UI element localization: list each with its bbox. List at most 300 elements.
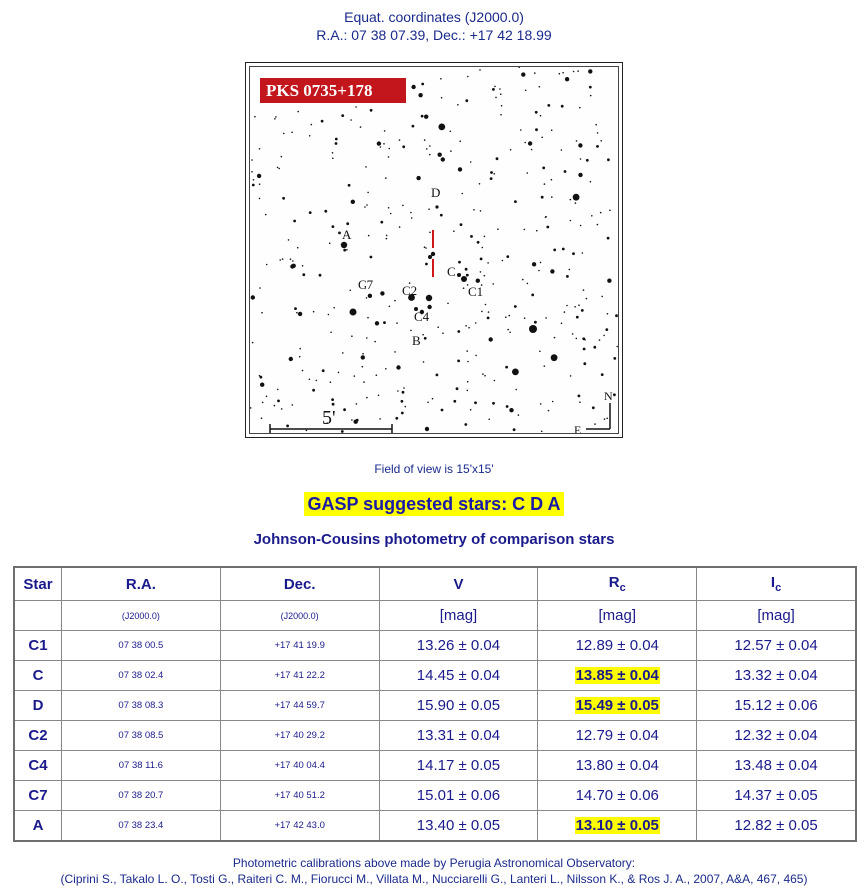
star-dot bbox=[428, 208, 430, 210]
star-dot bbox=[605, 328, 608, 331]
v-mag-cell: 15.01 ± 0.06 bbox=[379, 781, 538, 811]
v-mag-cell: 13.40 ± 0.05 bbox=[379, 811, 538, 842]
star-dot bbox=[513, 428, 516, 431]
star-dot bbox=[394, 351, 396, 353]
star-dot bbox=[539, 86, 541, 88]
star-dot bbox=[534, 72, 536, 74]
star-dot bbox=[412, 125, 415, 128]
star-dot bbox=[599, 339, 601, 341]
star-dot bbox=[424, 115, 428, 119]
star-dot bbox=[550, 269, 554, 273]
star-dot bbox=[607, 158, 610, 161]
star-dot bbox=[593, 346, 596, 349]
star-dot bbox=[438, 124, 445, 131]
star-dot bbox=[551, 179, 553, 181]
star-dot bbox=[506, 255, 509, 258]
star-dot bbox=[524, 229, 526, 231]
v-mag-cell: 13.26 ± 0.04 bbox=[379, 631, 538, 661]
star-dot bbox=[595, 124, 597, 126]
star-dot bbox=[274, 118, 276, 120]
star-dot bbox=[586, 298, 588, 300]
star-dot bbox=[570, 220, 572, 222]
star-dot bbox=[329, 242, 331, 244]
star-dot bbox=[274, 405, 276, 407]
star-dot bbox=[309, 379, 311, 381]
star-dot bbox=[296, 312, 298, 314]
star-dot bbox=[312, 389, 315, 392]
star-dot bbox=[579, 107, 581, 109]
star-dot bbox=[572, 252, 575, 255]
star-dot bbox=[275, 116, 277, 118]
star-dot bbox=[579, 401, 581, 403]
star-dot bbox=[292, 260, 294, 262]
star-dot bbox=[609, 210, 611, 212]
star-dot bbox=[521, 72, 525, 76]
star-dot bbox=[402, 145, 405, 148]
star-dot bbox=[342, 352, 344, 354]
star-dot bbox=[554, 337, 556, 339]
star-dot bbox=[424, 139, 426, 141]
east-label: E bbox=[574, 423, 582, 433]
star-dot bbox=[350, 309, 357, 316]
r-mag-cell: 12.79 ± 0.04 bbox=[538, 721, 697, 751]
star-dot bbox=[487, 262, 489, 264]
star-dot bbox=[332, 225, 335, 228]
star-dot bbox=[467, 361, 469, 363]
star-dot bbox=[574, 306, 576, 308]
unit-dec: (J2000.0) bbox=[220, 601, 379, 631]
star-dot bbox=[466, 274, 469, 277]
star-dot bbox=[251, 171, 253, 173]
star-dot bbox=[544, 183, 546, 185]
star-dot bbox=[396, 322, 398, 324]
star-dot bbox=[527, 172, 529, 174]
star-dot bbox=[562, 248, 565, 251]
star-dot bbox=[541, 196, 544, 199]
table-row bbox=[14, 721, 856, 751]
star-dot bbox=[545, 216, 547, 218]
star-dot bbox=[535, 128, 538, 131]
star-dot bbox=[509, 315, 511, 317]
star-dot bbox=[362, 366, 364, 368]
star-dot bbox=[441, 97, 443, 99]
star-dot bbox=[540, 115, 542, 117]
col-i-label: I bbox=[770, 574, 776, 591]
star-dot bbox=[578, 173, 582, 177]
star-dot bbox=[480, 210, 482, 212]
star-dot bbox=[425, 247, 427, 249]
star-dot bbox=[531, 149, 533, 151]
star-dot bbox=[589, 86, 592, 89]
star-dot bbox=[386, 235, 388, 237]
star-dot bbox=[422, 334, 424, 336]
unit-r: [mag] bbox=[538, 601, 697, 631]
star-dot bbox=[377, 141, 381, 145]
dec-cell: +17 44 59.7 bbox=[220, 691, 379, 721]
label-c1: C1 bbox=[468, 284, 484, 299]
star-dot bbox=[462, 193, 464, 195]
star-dot bbox=[388, 156, 390, 158]
star-dot bbox=[570, 199, 572, 201]
star-dot bbox=[492, 402, 495, 405]
star-dot bbox=[564, 311, 566, 313]
star-dot bbox=[341, 430, 344, 433]
star-dot bbox=[489, 337, 493, 341]
star-dot bbox=[457, 104, 459, 106]
star-dot bbox=[482, 247, 484, 249]
star-dot bbox=[279, 259, 281, 261]
star-dot bbox=[441, 409, 444, 412]
star-dot bbox=[460, 223, 463, 226]
star-dot bbox=[496, 157, 499, 160]
col-ra: R.A. bbox=[61, 567, 220, 601]
col-i-subscript: c bbox=[775, 582, 782, 594]
dec-cell: +17 40 04.4 bbox=[220, 751, 379, 781]
star-dot bbox=[282, 197, 285, 200]
star-dot bbox=[447, 303, 449, 305]
star-dot bbox=[512, 369, 519, 376]
star-dot bbox=[515, 389, 517, 391]
star-dot bbox=[578, 395, 581, 398]
i-mag-cell: 13.48 ± 0.04 bbox=[697, 751, 856, 781]
star-dot bbox=[458, 261, 461, 264]
star-dot bbox=[564, 170, 567, 173]
star-dot bbox=[470, 161, 472, 163]
star-dot bbox=[290, 258, 292, 260]
label-c4: C4 bbox=[414, 309, 430, 324]
star-dot bbox=[335, 138, 338, 141]
footer-citation: (Ciprini S., Takalo L. O., Tosti G., Raiteri C. M., Fiorucci M., Villata M., Nucciarelli G., Lanteri L., Nilsson K., & Ros J. A., 2007, A&A, 467, 465) bbox=[60, 872, 808, 886]
col-v: V bbox=[379, 567, 538, 601]
star-dot bbox=[403, 387, 405, 389]
star-dot bbox=[467, 381, 469, 383]
ra-cell: 07 38 11.6 bbox=[61, 751, 220, 781]
v-mag-cell: 13.31 ± 0.04 bbox=[379, 721, 538, 751]
finder-chart bbox=[245, 62, 623, 438]
ra-cell: 07 38 00.5 bbox=[61, 631, 220, 661]
star-dot bbox=[290, 264, 294, 268]
r-mag-cell bbox=[538, 691, 697, 721]
star-dot bbox=[390, 213, 392, 215]
star-dot bbox=[431, 252, 435, 256]
star-dot bbox=[603, 335, 605, 337]
star-dot bbox=[421, 115, 424, 118]
star-dot bbox=[607, 237, 610, 240]
star-dot bbox=[573, 71, 575, 73]
star-dot bbox=[330, 332, 332, 334]
star-dot bbox=[429, 232, 431, 234]
star-dot bbox=[368, 235, 370, 237]
star-dot bbox=[534, 321, 537, 324]
star-dot bbox=[366, 204, 368, 206]
star-dot bbox=[266, 264, 268, 266]
star-dot bbox=[607, 279, 611, 283]
i-mag-cell: 12.82 ± 0.05 bbox=[697, 811, 856, 842]
table-row bbox=[14, 751, 856, 781]
star-dot bbox=[257, 174, 261, 178]
star-dot bbox=[313, 311, 315, 313]
star-dot bbox=[356, 403, 358, 405]
star-dot bbox=[561, 105, 564, 108]
star-dot bbox=[527, 283, 529, 285]
star-dot bbox=[535, 111, 538, 114]
star-dot bbox=[316, 380, 318, 382]
label-c: C bbox=[447, 264, 456, 279]
finder-chart-image bbox=[250, 67, 618, 433]
star-dot bbox=[401, 400, 404, 403]
star-dot bbox=[497, 228, 499, 230]
star-dot bbox=[354, 375, 356, 377]
star-dot bbox=[562, 72, 564, 74]
star-dot bbox=[606, 418, 608, 420]
star-dot bbox=[514, 305, 517, 308]
star-dot bbox=[261, 417, 263, 419]
star-dot bbox=[566, 305, 568, 307]
star-dot bbox=[540, 403, 542, 405]
star-dot bbox=[363, 381, 365, 383]
star-dot bbox=[418, 93, 422, 97]
star-dot bbox=[265, 214, 267, 216]
star-dot bbox=[250, 407, 252, 409]
star-dot bbox=[311, 124, 313, 126]
star-dot bbox=[607, 313, 609, 315]
col-r bbox=[538, 567, 697, 601]
star-dot bbox=[461, 276, 467, 282]
star-dot bbox=[493, 173, 495, 175]
star-dot bbox=[260, 376, 263, 379]
star-dot bbox=[321, 120, 324, 123]
star-dot bbox=[476, 279, 480, 283]
star-dot bbox=[297, 247, 299, 249]
star-dot bbox=[540, 262, 542, 264]
star-dot bbox=[514, 200, 517, 203]
star-dot bbox=[577, 70, 579, 72]
star-dot bbox=[458, 167, 462, 171]
star-dot bbox=[361, 355, 365, 359]
i-mag-cell: 12.57 ± 0.04 bbox=[697, 631, 856, 661]
table-title: Johnson-Cousins photometry of comparison stars bbox=[253, 531, 615, 548]
footer-credit: Photometric calibrations above made by Perugia Astronomical Observatory: bbox=[232, 856, 636, 870]
star-dot bbox=[251, 295, 255, 299]
star-dot bbox=[429, 145, 431, 147]
star-dot bbox=[385, 177, 387, 179]
star-dot bbox=[591, 215, 593, 217]
star-dot bbox=[330, 381, 332, 383]
star-dot bbox=[528, 141, 532, 145]
star-dot bbox=[480, 258, 483, 261]
col-r-label: R bbox=[608, 574, 620, 591]
star-dot bbox=[479, 183, 481, 185]
star-dot bbox=[459, 140, 461, 142]
star-dot bbox=[338, 232, 341, 235]
star-dot bbox=[457, 273, 461, 277]
header-row bbox=[14, 567, 856, 601]
r-mag-cell bbox=[538, 811, 697, 842]
label-a: A bbox=[342, 227, 352, 242]
star-dot bbox=[351, 335, 353, 337]
star-name: C2 bbox=[14, 721, 61, 751]
star-dot bbox=[576, 338, 578, 340]
star-dot bbox=[592, 406, 595, 409]
label-b: B bbox=[412, 333, 421, 348]
star-dot bbox=[441, 157, 445, 161]
star-dot bbox=[467, 390, 469, 392]
star-dot bbox=[298, 312, 302, 316]
star-dot bbox=[569, 269, 571, 271]
star-dot bbox=[542, 167, 545, 170]
i-mag-cell: 13.32 ± 0.04 bbox=[697, 661, 856, 691]
star-dot bbox=[525, 90, 527, 92]
star-dot bbox=[351, 200, 355, 204]
star-dot bbox=[333, 307, 335, 309]
star-dot bbox=[518, 414, 520, 416]
star-dot bbox=[600, 140, 602, 142]
star-dot bbox=[520, 129, 522, 131]
star-dot bbox=[426, 295, 432, 301]
star-dot bbox=[529, 325, 537, 333]
col-star: Star bbox=[14, 567, 61, 601]
star-field bbox=[250, 67, 618, 433]
i-mag-cell: 14.37 ± 0.05 bbox=[697, 781, 856, 811]
star-dot bbox=[575, 202, 577, 204]
star-dot bbox=[302, 265, 304, 267]
star-dot bbox=[282, 258, 284, 260]
star-dot bbox=[319, 274, 322, 277]
r-mag-cell: 12.89 ± 0.04 bbox=[538, 631, 697, 661]
star-dot bbox=[426, 148, 428, 150]
star-dot bbox=[536, 230, 538, 232]
star-dot bbox=[343, 408, 346, 411]
table-row bbox=[14, 661, 856, 691]
star-dot bbox=[522, 279, 524, 281]
label-d: D bbox=[431, 185, 441, 200]
star-dot bbox=[328, 314, 330, 316]
star-dot bbox=[365, 166, 367, 168]
star-dot bbox=[399, 226, 401, 228]
star-dot bbox=[470, 409, 472, 411]
dec-cell: +17 40 29.2 bbox=[220, 721, 379, 751]
ra-cell: 07 38 02.4 bbox=[61, 661, 220, 691]
star-dot bbox=[384, 130, 386, 132]
star-dot bbox=[583, 289, 585, 291]
star-dot bbox=[474, 401, 477, 404]
star-dot bbox=[322, 369, 325, 372]
star-dot bbox=[401, 412, 404, 415]
star-dot bbox=[380, 221, 383, 224]
star-dot bbox=[580, 158, 582, 160]
star-dot bbox=[502, 260, 504, 262]
star-dot bbox=[467, 76, 469, 78]
star-dot bbox=[259, 148, 261, 150]
star-dot bbox=[370, 256, 373, 259]
star-dot bbox=[484, 236, 486, 238]
star-dot bbox=[490, 177, 493, 180]
star-dot bbox=[494, 380, 496, 382]
star-dot bbox=[324, 210, 327, 213]
star-dot bbox=[485, 304, 487, 306]
star-dot bbox=[572, 333, 574, 335]
star-dot bbox=[277, 400, 280, 403]
star-dot bbox=[561, 323, 563, 325]
star-dot bbox=[297, 111, 299, 113]
star-dot bbox=[424, 337, 427, 340]
star-dot bbox=[582, 337, 585, 340]
v-mag-cell: 14.17 ± 0.05 bbox=[379, 751, 538, 781]
star-dot bbox=[613, 357, 616, 360]
finder-title: PKS 0735+178 bbox=[266, 81, 373, 100]
star-dot bbox=[435, 205, 438, 208]
star-dot bbox=[291, 132, 293, 134]
star-dot bbox=[416, 176, 420, 180]
star-dot bbox=[360, 126, 362, 128]
star-dot bbox=[551, 196, 553, 198]
table-row bbox=[14, 811, 856, 842]
unit-i: [mag] bbox=[697, 601, 856, 631]
star-dot bbox=[509, 408, 513, 412]
star-dot bbox=[261, 312, 263, 314]
star-dot bbox=[354, 420, 358, 424]
star-dot bbox=[281, 156, 283, 158]
table-row bbox=[14, 631, 856, 661]
star-dot bbox=[559, 73, 561, 75]
star-dot bbox=[309, 211, 312, 214]
star-dot bbox=[500, 93, 502, 95]
star-dot bbox=[411, 217, 413, 219]
star-dot bbox=[510, 149, 512, 151]
star-dot bbox=[302, 273, 305, 276]
star-dot bbox=[532, 262, 536, 266]
star-dot bbox=[286, 425, 289, 428]
star-dot bbox=[583, 348, 586, 351]
star-dot bbox=[551, 129, 553, 131]
star-dot bbox=[432, 398, 434, 400]
star-dot bbox=[470, 235, 473, 238]
scale-label: 5' bbox=[322, 407, 336, 429]
star-dot bbox=[380, 146, 382, 148]
star-dot bbox=[552, 401, 554, 403]
star-dot bbox=[479, 69, 481, 71]
star-dot bbox=[590, 95, 592, 97]
label-c2: C2 bbox=[402, 283, 418, 298]
star-dot bbox=[437, 326, 439, 328]
star-dot bbox=[289, 357, 293, 361]
star-dot bbox=[450, 131, 452, 133]
star-dot bbox=[582, 252, 584, 254]
star-dot bbox=[601, 373, 604, 376]
star-dot bbox=[335, 142, 338, 145]
star-dot bbox=[427, 402, 429, 404]
star-dot bbox=[465, 268, 468, 271]
star-dot bbox=[539, 351, 541, 353]
star-dot bbox=[341, 114, 344, 117]
star-dot bbox=[524, 317, 526, 319]
star-dot bbox=[597, 224, 599, 226]
star-dot bbox=[456, 387, 459, 390]
star-dot bbox=[367, 192, 369, 194]
star-dot bbox=[423, 361, 425, 363]
star-dot bbox=[501, 105, 503, 107]
star-dot bbox=[548, 410, 550, 412]
highlighted-mag: 13.85 ± 0.04 bbox=[575, 667, 659, 684]
star-dot bbox=[262, 402, 264, 404]
star-dot bbox=[348, 184, 351, 187]
star-dot bbox=[278, 168, 280, 170]
star-dot bbox=[613, 393, 616, 396]
star-dot bbox=[376, 374, 378, 376]
star-dot bbox=[364, 206, 366, 208]
star-dot bbox=[465, 325, 467, 327]
star-dot bbox=[553, 249, 556, 252]
